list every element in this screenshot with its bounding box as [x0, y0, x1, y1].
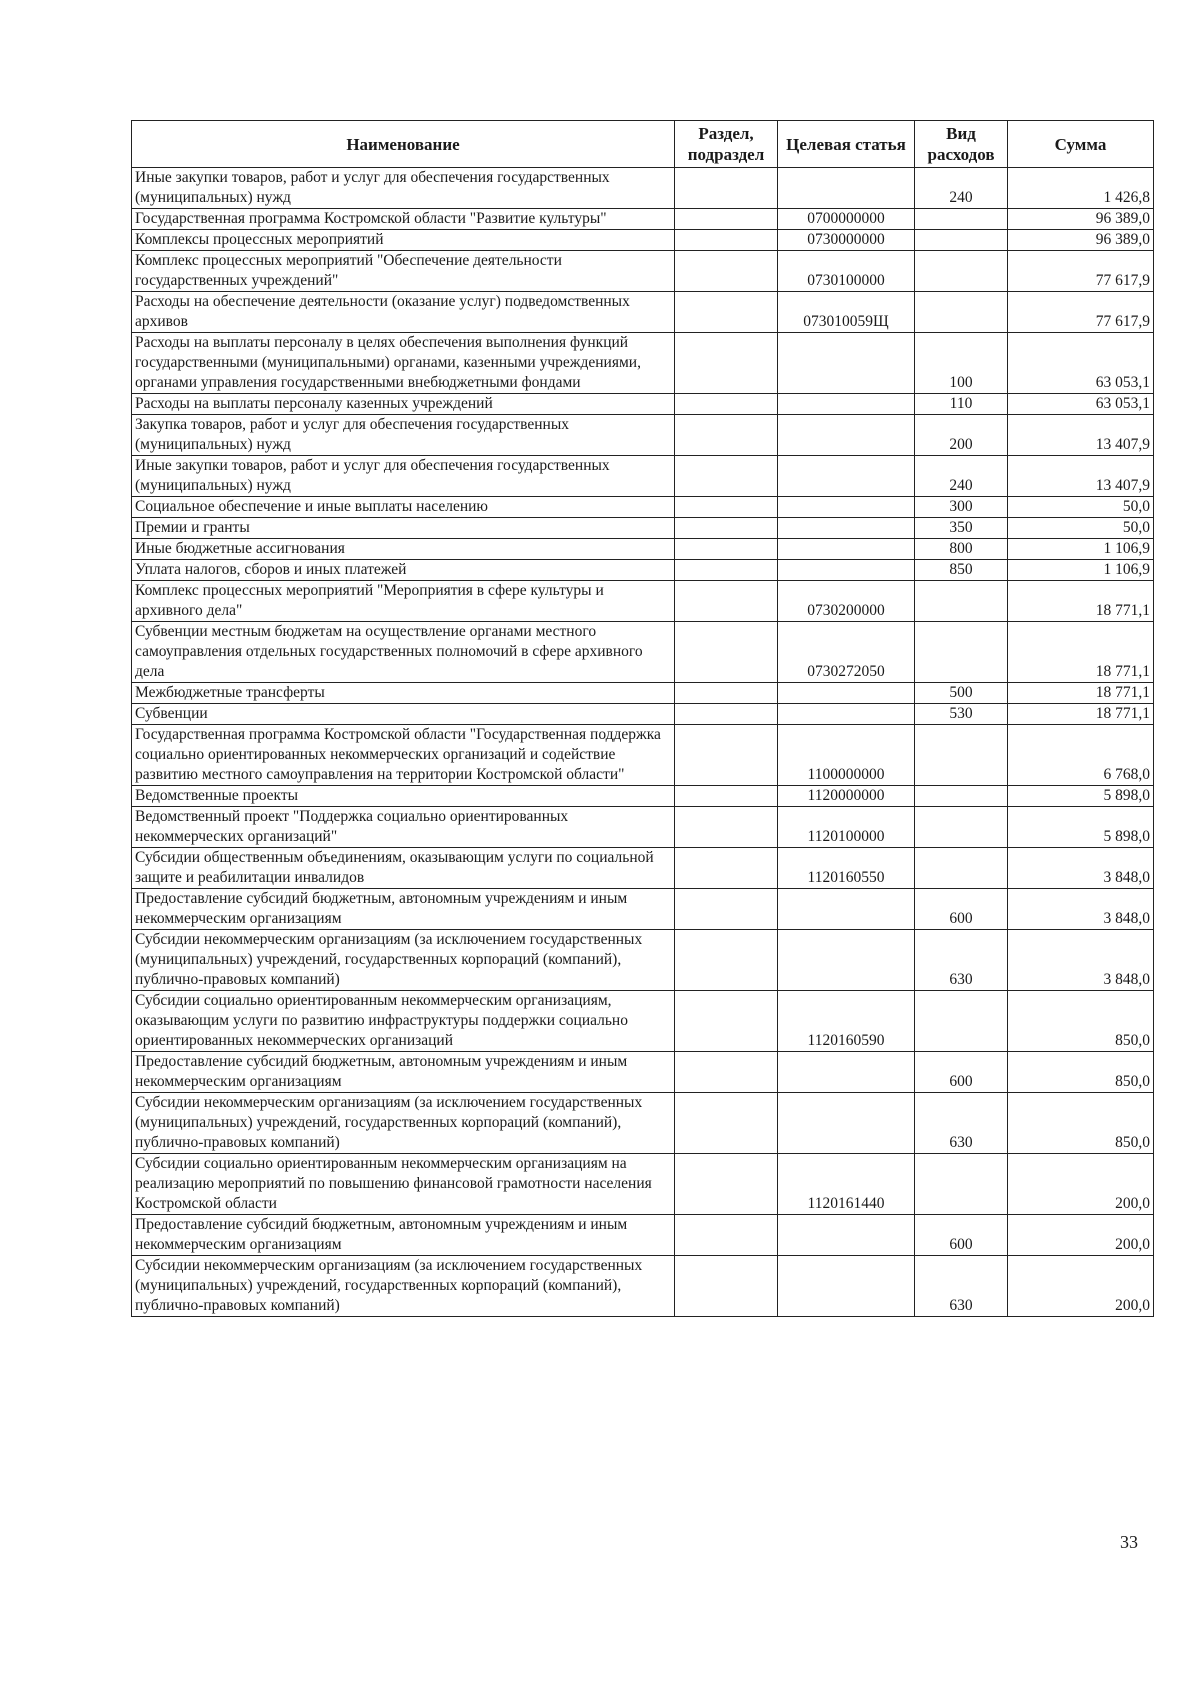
- row-name-cell: Предоставление субсидий бюджетным, автономным учреждениям и иным некоммерческим организациям: [132, 889, 675, 930]
- row-amount-cell: 5 898,0: [1008, 786, 1154, 807]
- row-expense-type-cell: [915, 786, 1008, 807]
- row-expense-type-cell: 600: [915, 1052, 1008, 1093]
- row-amount-cell: 6 768,0: [1008, 725, 1154, 786]
- row-amount-cell: 63 053,1: [1008, 394, 1154, 415]
- row-section-cell: [675, 1093, 778, 1154]
- row-target-cell: [778, 415, 915, 456]
- row-section-cell: [675, 683, 778, 704]
- row-target-cell: [778, 889, 915, 930]
- row-expense-type-cell: [915, 725, 1008, 786]
- row-target-cell: [778, 168, 915, 209]
- table-row: [132, 456, 1154, 497]
- row-amount-cell: 3 848,0: [1008, 848, 1154, 889]
- table-row: [132, 333, 1154, 394]
- row-section-cell: [675, 807, 778, 848]
- row-target-cell: 0730000000: [778, 230, 915, 251]
- row-target-cell: [778, 518, 915, 539]
- row-name-cell: Уплата налогов, сборов и иных платежей: [132, 560, 675, 581]
- table-row: [132, 1256, 1154, 1317]
- table-row: [132, 725, 1154, 786]
- header-target: Целевая статья: [778, 121, 915, 168]
- row-section-cell: [675, 991, 778, 1052]
- row-amount-cell: 1 426,8: [1008, 168, 1154, 209]
- header-expense-type: Вид расходов: [915, 121, 1008, 168]
- row-target-cell: 0730100000: [778, 251, 915, 292]
- row-name-cell: Расходы на выплаты персоналу казенных учреждений: [132, 394, 675, 415]
- table-row: [132, 539, 1154, 560]
- row-expense-type-cell: [915, 230, 1008, 251]
- table-row: [132, 1215, 1154, 1256]
- row-expense-type-cell: [915, 622, 1008, 683]
- table-row: [132, 251, 1154, 292]
- row-expense-type-cell: [915, 1154, 1008, 1215]
- row-section-cell: [675, 497, 778, 518]
- row-name-cell: Предоставление субсидий бюджетным, автономным учреждениям и иным некоммерческим организациям: [132, 1052, 675, 1093]
- row-amount-cell: 850,0: [1008, 1093, 1154, 1154]
- table-row: [132, 683, 1154, 704]
- row-target-cell: [778, 930, 915, 991]
- row-name-cell: Государственная программа Костромской области "Государственная поддержка социально ориентированных некоммерческих организаций и содействие развитию местного самоуправления на территории Костромской области": [132, 725, 675, 786]
- row-amount-cell: 18 771,1: [1008, 581, 1154, 622]
- row-section-cell: [675, 333, 778, 394]
- page-number: 33: [1120, 1532, 1138, 1552]
- row-name-cell: Комплексы процессных мероприятий: [132, 230, 675, 251]
- row-amount-cell: 1 106,9: [1008, 539, 1154, 560]
- row-amount-cell: 1 106,9: [1008, 560, 1154, 581]
- table-header-row: [132, 121, 1154, 168]
- row-target-cell: [778, 333, 915, 394]
- row-name-cell: Расходы на выплаты персоналу в целях обеспечения выполнения функций государственными (муниципальными) органами, казенными учреждениями, органами управления государственными внебюджетными фондами: [132, 333, 675, 394]
- budget-table: [131, 120, 1154, 1317]
- row-expense-type-cell: [915, 581, 1008, 622]
- row-expense-type-cell: 530: [915, 704, 1008, 725]
- row-expense-type-cell: [915, 251, 1008, 292]
- row-expense-type-cell: 630: [915, 1093, 1008, 1154]
- row-target-cell: [778, 497, 915, 518]
- row-amount-cell: 18 771,1: [1008, 704, 1154, 725]
- row-amount-cell: 200,0: [1008, 1256, 1154, 1317]
- table-row: [132, 518, 1154, 539]
- row-amount-cell: 200,0: [1008, 1215, 1154, 1256]
- row-name-cell: Предоставление субсидий бюджетным, автономным учреждениям и иным некоммерческим организациям: [132, 1215, 675, 1256]
- row-section-cell: [675, 560, 778, 581]
- row-amount-cell: 77 617,9: [1008, 251, 1154, 292]
- row-target-cell: 1120000000: [778, 786, 915, 807]
- row-name-cell: Государственная программа Костромской области "Развитие культуры": [132, 209, 675, 230]
- table-row: [132, 930, 1154, 991]
- row-name-cell: Субсидии некоммерческим организациям (за исключением государственных (муниципальных) учреждений, государственных корпораций (компаний), публично-правовых компаний): [132, 930, 675, 991]
- row-expense-type-cell: 630: [915, 930, 1008, 991]
- row-section-cell: [675, 930, 778, 991]
- row-expense-type-cell: [915, 292, 1008, 333]
- row-name-cell: Ведомственные проекты: [132, 786, 675, 807]
- row-section-cell: [675, 848, 778, 889]
- table-row: [132, 230, 1154, 251]
- table-row: [132, 497, 1154, 518]
- table-row: [132, 807, 1154, 848]
- table-row: [132, 209, 1154, 230]
- row-amount-cell: 850,0: [1008, 991, 1154, 1052]
- table-body: [132, 168, 1154, 1317]
- row-expense-type-cell: 850: [915, 560, 1008, 581]
- row-name-cell: Ведомственный проект "Поддержка социально ориентированных некоммерческих организаций": [132, 807, 675, 848]
- row-section-cell: [675, 786, 778, 807]
- row-section-cell: [675, 1215, 778, 1256]
- table-row: [132, 581, 1154, 622]
- row-target-cell: [778, 1093, 915, 1154]
- row-expense-type-cell: [915, 209, 1008, 230]
- row-amount-cell: 18 771,1: [1008, 683, 1154, 704]
- row-target-cell: 1100000000: [778, 725, 915, 786]
- table-row: [132, 848, 1154, 889]
- row-target-cell: [778, 683, 915, 704]
- row-expense-type-cell: 500: [915, 683, 1008, 704]
- table-row: [132, 1052, 1154, 1093]
- row-amount-cell: 3 848,0: [1008, 889, 1154, 930]
- row-section-cell: [675, 539, 778, 560]
- header-name: Наименование: [132, 121, 675, 168]
- row-name-cell: Иные бюджетные ассигнования: [132, 539, 675, 560]
- row-name-cell: Субвенции: [132, 704, 675, 725]
- row-expense-type-cell: 200: [915, 415, 1008, 456]
- row-expense-type-cell: [915, 848, 1008, 889]
- table-row: [132, 560, 1154, 581]
- row-target-cell: [778, 1052, 915, 1093]
- table-row: [132, 704, 1154, 725]
- row-target-cell: 0700000000: [778, 209, 915, 230]
- row-amount-cell: 200,0: [1008, 1154, 1154, 1215]
- row-name-cell: Комплекс процессных мероприятий "Мероприятия в сфере культуры и архивного дела": [132, 581, 675, 622]
- header-section: Раздел, подраздел: [675, 121, 778, 168]
- row-section-cell: [675, 456, 778, 497]
- row-target-cell: 0730200000: [778, 581, 915, 622]
- row-name-cell: Иные закупки товаров, работ и услуг для обеспечения государственных (муниципальных) нужд: [132, 456, 675, 497]
- row-name-cell: Субсидии некоммерческим организациям (за исключением государственных (муниципальных) учреждений, государственных корпораций (компаний), публично-правовых компаний): [132, 1256, 675, 1317]
- row-name-cell: Субвенции местным бюджетам на осуществление органами местного самоуправления отдельных государственных полномочий в сфере архивного дела: [132, 622, 675, 683]
- row-expense-type-cell: [915, 991, 1008, 1052]
- row-amount-cell: 63 053,1: [1008, 333, 1154, 394]
- row-expense-type-cell: 110: [915, 394, 1008, 415]
- row-section-cell: [675, 581, 778, 622]
- row-name-cell: Иные закупки товаров, работ и услуг для обеспечения государственных (муниципальных) нужд: [132, 168, 675, 209]
- row-target-cell: 1120161440: [778, 1154, 915, 1215]
- row-name-cell: Комплекс процессных мероприятий "Обеспечение деятельности государственных учреждений": [132, 251, 675, 292]
- row-name-cell: Социальное обеспечение и иные выплаты населению: [132, 497, 675, 518]
- row-target-cell: [778, 1256, 915, 1317]
- row-expense-type-cell: 350: [915, 518, 1008, 539]
- table-row: [132, 991, 1154, 1052]
- table-row: [132, 1154, 1154, 1215]
- row-expense-type-cell: 240: [915, 456, 1008, 497]
- table-row: [132, 292, 1154, 333]
- row-amount-cell: 18 771,1: [1008, 622, 1154, 683]
- table-row: [132, 622, 1154, 683]
- row-target-cell: [778, 539, 915, 560]
- row-section-cell: [675, 415, 778, 456]
- row-amount-cell: 50,0: [1008, 518, 1154, 539]
- row-target-cell: [778, 704, 915, 725]
- row-section-cell: [675, 725, 778, 786]
- row-name-cell: Закупка товаров, работ и услуг для обеспечения государственных (муниципальных) нужд: [132, 415, 675, 456]
- row-target-cell: 1120160590: [778, 991, 915, 1052]
- row-expense-type-cell: 800: [915, 539, 1008, 560]
- table-row: [132, 786, 1154, 807]
- row-name-cell: Межбюджетные трансферты: [132, 683, 675, 704]
- header-amount: Сумма: [1008, 121, 1154, 168]
- row-name-cell: Субсидии некоммерческим организациям (за исключением государственных (муниципальных) учреждений, государственных корпораций (компаний), публично-правовых компаний): [132, 1093, 675, 1154]
- row-target-cell: [778, 456, 915, 497]
- row-name-cell: Субсидии социально ориентированным некоммерческим организациям на реализацию мероприятий по повышению финансовой грамотности населения Костромской области: [132, 1154, 675, 1215]
- row-section-cell: [675, 394, 778, 415]
- row-section-cell: [675, 230, 778, 251]
- row-amount-cell: 77 617,9: [1008, 292, 1154, 333]
- row-section-cell: [675, 251, 778, 292]
- row-section-cell: [675, 1154, 778, 1215]
- row-section-cell: [675, 622, 778, 683]
- row-amount-cell: 96 389,0: [1008, 209, 1154, 230]
- row-target-cell: 073010059Щ: [778, 292, 915, 333]
- row-amount-cell: 13 407,9: [1008, 415, 1154, 456]
- row-target-cell: 1120100000: [778, 807, 915, 848]
- row-target-cell: 1120160550: [778, 848, 915, 889]
- row-section-cell: [675, 292, 778, 333]
- row-expense-type-cell: 240: [915, 168, 1008, 209]
- row-amount-cell: 850,0: [1008, 1052, 1154, 1093]
- table-row: [132, 415, 1154, 456]
- row-expense-type-cell: 300: [915, 497, 1008, 518]
- row-section-cell: [675, 168, 778, 209]
- row-amount-cell: 13 407,9: [1008, 456, 1154, 497]
- row-target-cell: [778, 394, 915, 415]
- row-section-cell: [675, 518, 778, 539]
- row-amount-cell: 5 898,0: [1008, 807, 1154, 848]
- row-target-cell: [778, 1215, 915, 1256]
- row-name-cell: Премии и гранты: [132, 518, 675, 539]
- row-section-cell: [675, 704, 778, 725]
- row-section-cell: [675, 1052, 778, 1093]
- table-row: [132, 394, 1154, 415]
- row-name-cell: Субсидии общественным объединениям, оказывающим услуги по социальной защите и реабилитации инвалидов: [132, 848, 675, 889]
- row-name-cell: Субсидии социально ориентированным некоммерческим организациям, оказывающим услуги по развитию инфраструктуры поддержки социально ориентированных некоммерческих организаций: [132, 991, 675, 1052]
- row-section-cell: [675, 889, 778, 930]
- row-section-cell: [675, 209, 778, 230]
- row-expense-type-cell: 630: [915, 1256, 1008, 1317]
- table-row: [132, 168, 1154, 209]
- row-expense-type-cell: 600: [915, 889, 1008, 930]
- row-expense-type-cell: 100: [915, 333, 1008, 394]
- table-row: [132, 889, 1154, 930]
- row-section-cell: [675, 1256, 778, 1317]
- row-amount-cell: 96 389,0: [1008, 230, 1154, 251]
- row-amount-cell: 50,0: [1008, 497, 1154, 518]
- row-amount-cell: 3 848,0: [1008, 930, 1154, 991]
- table-row: [132, 1093, 1154, 1154]
- row-expense-type-cell: 600: [915, 1215, 1008, 1256]
- row-target-cell: 0730272050: [778, 622, 915, 683]
- row-name-cell: Расходы на обеспечение деятельности (оказание услуг) подведомственных архивов: [132, 292, 675, 333]
- row-target-cell: [778, 560, 915, 581]
- row-expense-type-cell: [915, 807, 1008, 848]
